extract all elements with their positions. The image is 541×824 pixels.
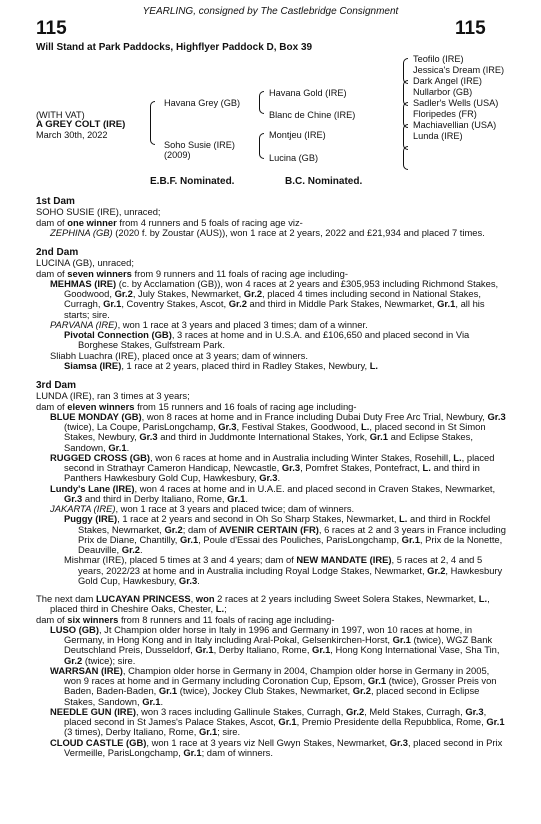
pedigree-dam-dam: Lucina (GB) xyxy=(269,153,319,163)
pedigree-dam-sire: Montjeu (IRE) xyxy=(269,130,326,140)
progeny-entry: ZEPHINA (GB) (2020 f. by Zoustar (AUS)), won 1 race at 2 years, 2022 and £21,934 and placed 7 times. xyxy=(50,226,485,238)
progeny-entry: LUSO (GB), Jt Champion older horse in Italy in 1996 and Germany in 1997, won 10 races at home, in Germany, in Hong Kong and in Italy including Aral-Pokal, Gelsenkirchen-Horst, Gr.1 (twice), WGZ Bank Deutschland Preis, Dusseldorf, Gr.1, Derby Italiano, Rome, Gr.1, Hong Kong International Vase, Sha Tin, Gr.2 (twice); sire. xyxy=(50,623,500,666)
third-dam-heading: 3rd Dam xyxy=(36,380,77,391)
pedigree-dss: Sadler's Wells (USA) xyxy=(413,98,499,108)
next-dam-intro: The next dam LUCAYAN PRINCESS, won 2 races at 2 years including Sweet Solera Stakes, Newmarket, L., placed third in Cheshire Oaks, Chester, L.; xyxy=(36,593,490,615)
pedigree-bracket xyxy=(403,146,408,170)
pedigree-dsd: Floripedes (FR) xyxy=(413,109,477,119)
progeny-entry: RUGGED CROSS (GB), won 6 races at home and in Australia including Winter Stakes, Rosehill, L., placed second in Strathayr Cameron Handicap, Newcastle, Gr.3, Pomfret Stakes, Pontefract, L. and third in Panthers Hawkesbury Gold Cup, Hawkesbury, Gr.3. xyxy=(50,451,495,484)
pedigree-sire: Havana Grey (GB) xyxy=(164,98,241,108)
pedigree-sire-sire: Havana Gold (IRE) xyxy=(269,88,347,98)
progeny-entry: Sliabh Luachra (IRE), placed once at 3 years; dam of winners. xyxy=(50,349,308,361)
third-dam-summary: dam of eleven winners from 15 runners and 16 foals of racing age including- xyxy=(36,400,357,412)
second-dam-summary: dam of seven winners from 9 runners and 11 foals of racing age including- xyxy=(36,267,348,279)
lot-number-left: 115 xyxy=(36,18,67,39)
foaling-date: March 30th, 2022 xyxy=(36,130,108,140)
pedigree-dam-year: (2009) xyxy=(164,150,191,160)
first-dam-heading: 1st Dam xyxy=(36,196,75,207)
pedigree-bracket xyxy=(259,133,264,159)
progeny-entry: NEEDLE GUN (IRE), won 3 races including Gallinule Stakes, Curragh, Gr.2, Meld Stakes, Curragh, Gr.3, placed second in St James's Palace Stakes, Ascot, Gr.1, Premio Presidente della Repubblica, Rome, Gr.1 (3 times), Derby Italiano, Rome, Gr.1; sire. xyxy=(50,705,505,738)
catalogue-body xyxy=(36,197,506,758)
second-dam-heading: 2nd Dam xyxy=(36,247,79,258)
ebf-nomination: E.B.F. Nominated. xyxy=(150,176,235,187)
first-dam-intro: SOHO SUSIE (IRE), unraced; xyxy=(36,206,161,218)
pedigree-sss: Teofilo (IRE) xyxy=(413,54,464,64)
grand-progeny-entry: Puggy (IRE), 1 race at 2 years and second in Oh So Sharp Stakes, Newmarket, L. and third in Rockfel Stakes, Newmarket, Gr.2; dam of AVENIR CERTAIN (FR), 6 races at 2 and 3 years in France including Prix de Diane, Chantilly, Gr.1, Poule d'Essai des Pouliches, ParisLongchamp, Gr.1, Prix de la Nonette, Deauville, Gr.2. xyxy=(64,513,506,555)
third-dam-intro: LUNDA (IRE), ran 3 times at 3 years; xyxy=(36,390,190,402)
second-dam-intro: LUCINA (GB), unraced; xyxy=(36,257,134,269)
stand-location: Will Stand at Park Paddocks, Highflyer Paddock D, Box 39 xyxy=(36,42,313,53)
pedigree-sdd: Nullarbor (GB) xyxy=(413,87,473,97)
pedigree-dam: Soho Susie (IRE) xyxy=(164,140,235,150)
grand-progeny-entry: Pivotal Connection (GB), 3 races at home and in U.S.A. and £106,650 and placed second in Via Borghese Stakes, Gulfstream Park. xyxy=(64,329,470,351)
grand-progeny-entry: Siamsa (IRE), 1 race at 2 years, placed third in Radley Stakes, Newbury, L. xyxy=(64,359,379,371)
next-dam-summary: dam of six winners from 8 runners and 11 foals of racing age including- xyxy=(36,613,335,625)
pedigree-bracket xyxy=(259,91,264,114)
grand-progeny-entry: Mishmar (IRE), placed 5 times at 3 and 4 years; dam of NEW MANDATE (IRE), 5 races at 2, 4 and 5 years, 2022/23 at home and in Australia including Royal Lodge Stakes, Newmarket, Gr.2, Hawkesbury Gold Cup, Hawkesbury, Gr.3. xyxy=(64,554,503,586)
progeny-entry: Lundy's Lane (IRE), won 4 races at home and in U.A.E. and placed second in Craven Stakes, Newmarket, Gr.3 and third in Derby Italiano, Rome, Gr.1. xyxy=(50,482,496,504)
bc-nomination: B.C. Nominated. xyxy=(285,176,363,187)
progeny-entry: PARVANA (IRE), won 1 race at 3 years and placed 3 times; dam of a winner. xyxy=(50,318,368,330)
first-dam-summary: dam of one winner from 4 runners and 5 foals of racing age viz- xyxy=(36,216,303,228)
lot-number-right: 115 xyxy=(455,18,486,39)
pedigree-bracket xyxy=(150,101,155,145)
pedigree-ddd: Lunda (IRE) xyxy=(413,131,463,141)
progeny-entry: WARRSAN (IRE), Champion older horse in Germany in 2004, Champion older horse in Germany in 2005, won 9 races at home and in Germany including Coronation Cup, Epsom, Gr.1 (twice), Grosser Preis von Baden, Baden-Baden, Gr.1 (twice), Jockey Club Stakes, Newmarket, Gr.2, placed second in Eclipse Stakes, Sandown, Gr.1. xyxy=(50,664,497,707)
horse-name: A GREY COLT (IRE) xyxy=(36,119,126,130)
progeny-entry: JAKARTA (IRE), won 1 race at 3 years and placed twice; dam of winners. xyxy=(50,503,355,514)
vat-note: (WITH VAT) xyxy=(36,110,85,120)
consignment-header: YEARLING, consigned by The Castlebridge Consignment xyxy=(142,6,399,17)
pedigree-dds: Machiavellian (USA) xyxy=(413,120,497,130)
progeny-entry: MEHMAS (IRE) (c. by Acclamation (GB)), won 4 races at 2 years and £305,953 including Richmond Stakes, Goodwood, Gr.2, July Stakes, Newmarket, Gr.2, placed 4 times including second in National Stakes, Curragh, Gr.1, Coventry Stakes, Ascot, Gr.2 and third in Middle Park Stakes, Newmarket, Gr.1, all his starts; sire. xyxy=(50,277,499,320)
pedigree-sds: Dark Angel (IRE) xyxy=(413,76,482,86)
pedigree-ssd: Jessica's Dream (IRE) xyxy=(413,65,505,75)
pedigree-sire-dam: Blanc de Chine (IRE) xyxy=(269,110,356,120)
progeny-entry: CLOUD CASTLE (GB), won 1 race at 3 years viz Nell Gwyn Stakes, Newmarket, Gr.3, placed second in Prix Vermeille, ParisLongchamp, Gr.1; dam of winners. xyxy=(50,736,503,758)
progeny-entry: BLUE MONDAY (GB), won 8 races at home and in France including Dubai Duty Free Arc Trial, Newbury, Gr.3 (twice), La Coupe, ParisLongchamp, Gr.3, Festival Stakes, Goodwood, L., placed second in St Simon Stakes, Newbury, Gr.3 and third in Juddmonte International Stakes, York, Gr.1 and Eclipse Stakes, Sandown, Gr.1. xyxy=(50,410,506,453)
